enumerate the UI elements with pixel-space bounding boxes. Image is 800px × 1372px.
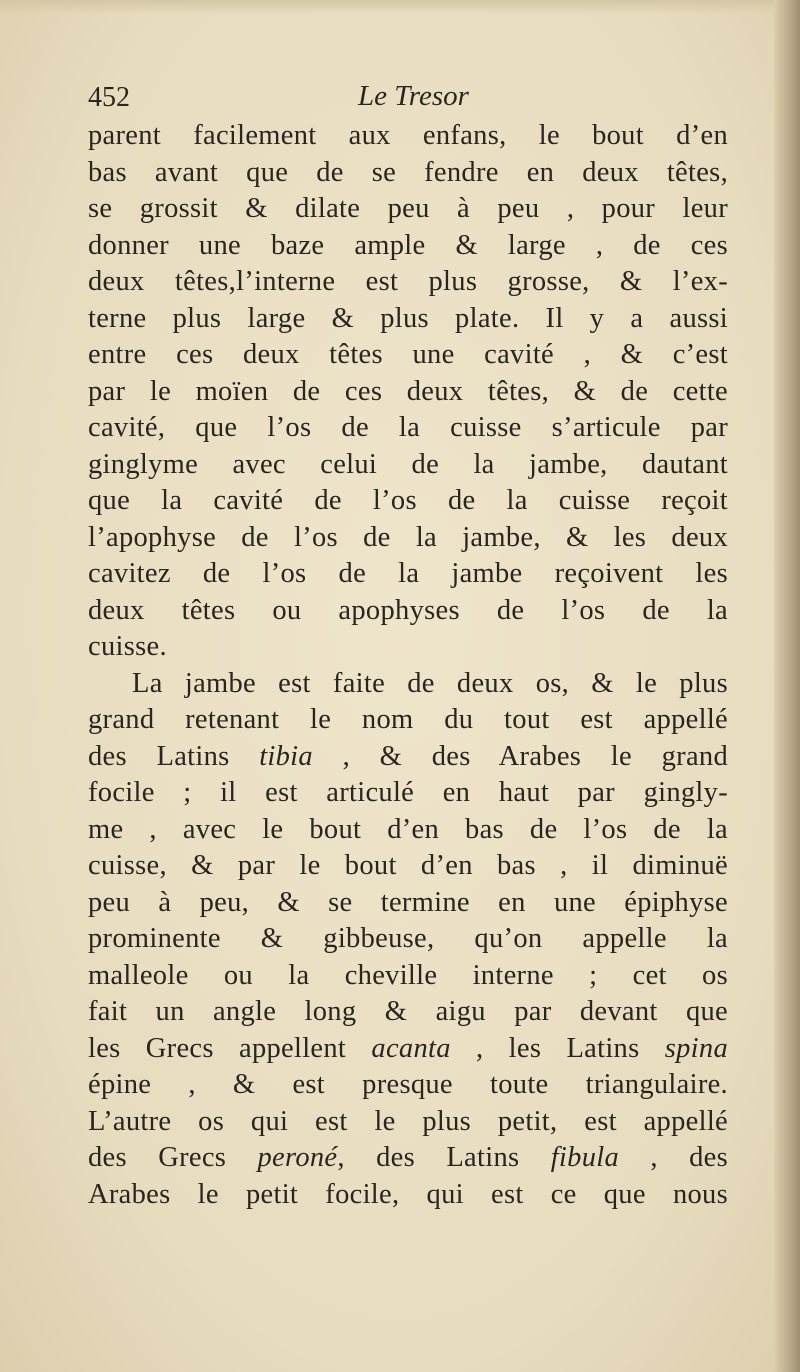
text-line: me , avec le bout d’en bas de l’os de la (88, 813, 728, 845)
text-line: cavité, que l’os de la cuisse s’articule par (88, 412, 728, 443)
latin-term: tibia (259, 740, 313, 772)
text-run: des Latins (88, 740, 260, 772)
text-line: L’autre os qui est le plus petit, est appellé (88, 1105, 728, 1137)
text-line: focile ; il est articulé en haut par gingly- (88, 777, 728, 808)
text-run: , des (619, 1142, 728, 1173)
text-line: prominente & gibbeuse, qu’on appelle la (88, 923, 728, 954)
text-line: malleole ou la cheville interne ; cet os (88, 959, 728, 991)
text-line: fait un angle long & aigu par devant que (88, 996, 728, 1027)
text-line: deux têtes ou apophyses de l’os de la (88, 594, 728, 626)
text-line: terne plus large & plus plate. Il y a aussi (88, 302, 728, 334)
greek-term: peroné (257, 1142, 338, 1173)
text-line: Arabes le petit focile, qui est ce que nous (88, 1178, 728, 1210)
text-line: que la cavité de l’os de la cuisse reçoit (88, 485, 728, 516)
latin-term: spina (664, 1032, 728, 1064)
paragraph-start-line: La jambe est faite de deux os, & le plus (132, 667, 728, 699)
text-line (88, 1140, 728, 1177)
latin-term: fibula (550, 1142, 620, 1173)
text-line: cuisse, & par le bout d’en bas , il diminuë (88, 850, 728, 881)
text-line: cuisse. (88, 631, 167, 662)
text-run: des Grecs (88, 1142, 258, 1173)
running-head: Le Tresor (358, 80, 469, 112)
text-line: parent facilement aux enfans, le bout d’en (88, 120, 728, 151)
page-binding-edge (774, 0, 800, 1372)
greek-term: acanta (371, 1032, 451, 1064)
text-line (88, 1031, 728, 1068)
text-line: ginglyme avec celui de la jambe, dautant (88, 448, 728, 480)
text-line: épine , & est presque toute triangulaire. (88, 1069, 728, 1100)
text-line: entre ces deux têtes une cavité , & c’est (88, 339, 728, 370)
page-number: 452 (88, 82, 130, 113)
body-text (88, 118, 728, 1213)
text-run: les Grecs appellent (88, 1032, 372, 1064)
text-run: , & des Arabes le grand (312, 740, 728, 772)
text-line: se grossit & dilate peu à peu , pour leur (88, 193, 728, 224)
page-top-shadow (0, 0, 800, 14)
text-line: grand retenant le nom du tout est appellé (88, 704, 728, 735)
text-run: , les Latins (450, 1032, 665, 1064)
text-run: , des Latins (337, 1142, 551, 1173)
text-line: donner une baze ample & large , de ces (88, 229, 728, 261)
text-line (88, 739, 728, 776)
text-line: bas avant que de se fendre en deux têtes, (88, 156, 728, 188)
text-line: par le moïen de ces deux têtes, & de cette (88, 375, 728, 407)
page-header (88, 82, 728, 118)
text-line: deux têtes,l’interne est plus grosse, & l’ex- (88, 266, 728, 297)
text-line: peu à peu, & se termine en une épiphyse (88, 886, 728, 918)
text-line: l’apophyse de l’os de la jambe, & les deux (88, 521, 728, 553)
text-line: cavitez de l’os de la jambe reçoivent les (88, 558, 728, 589)
